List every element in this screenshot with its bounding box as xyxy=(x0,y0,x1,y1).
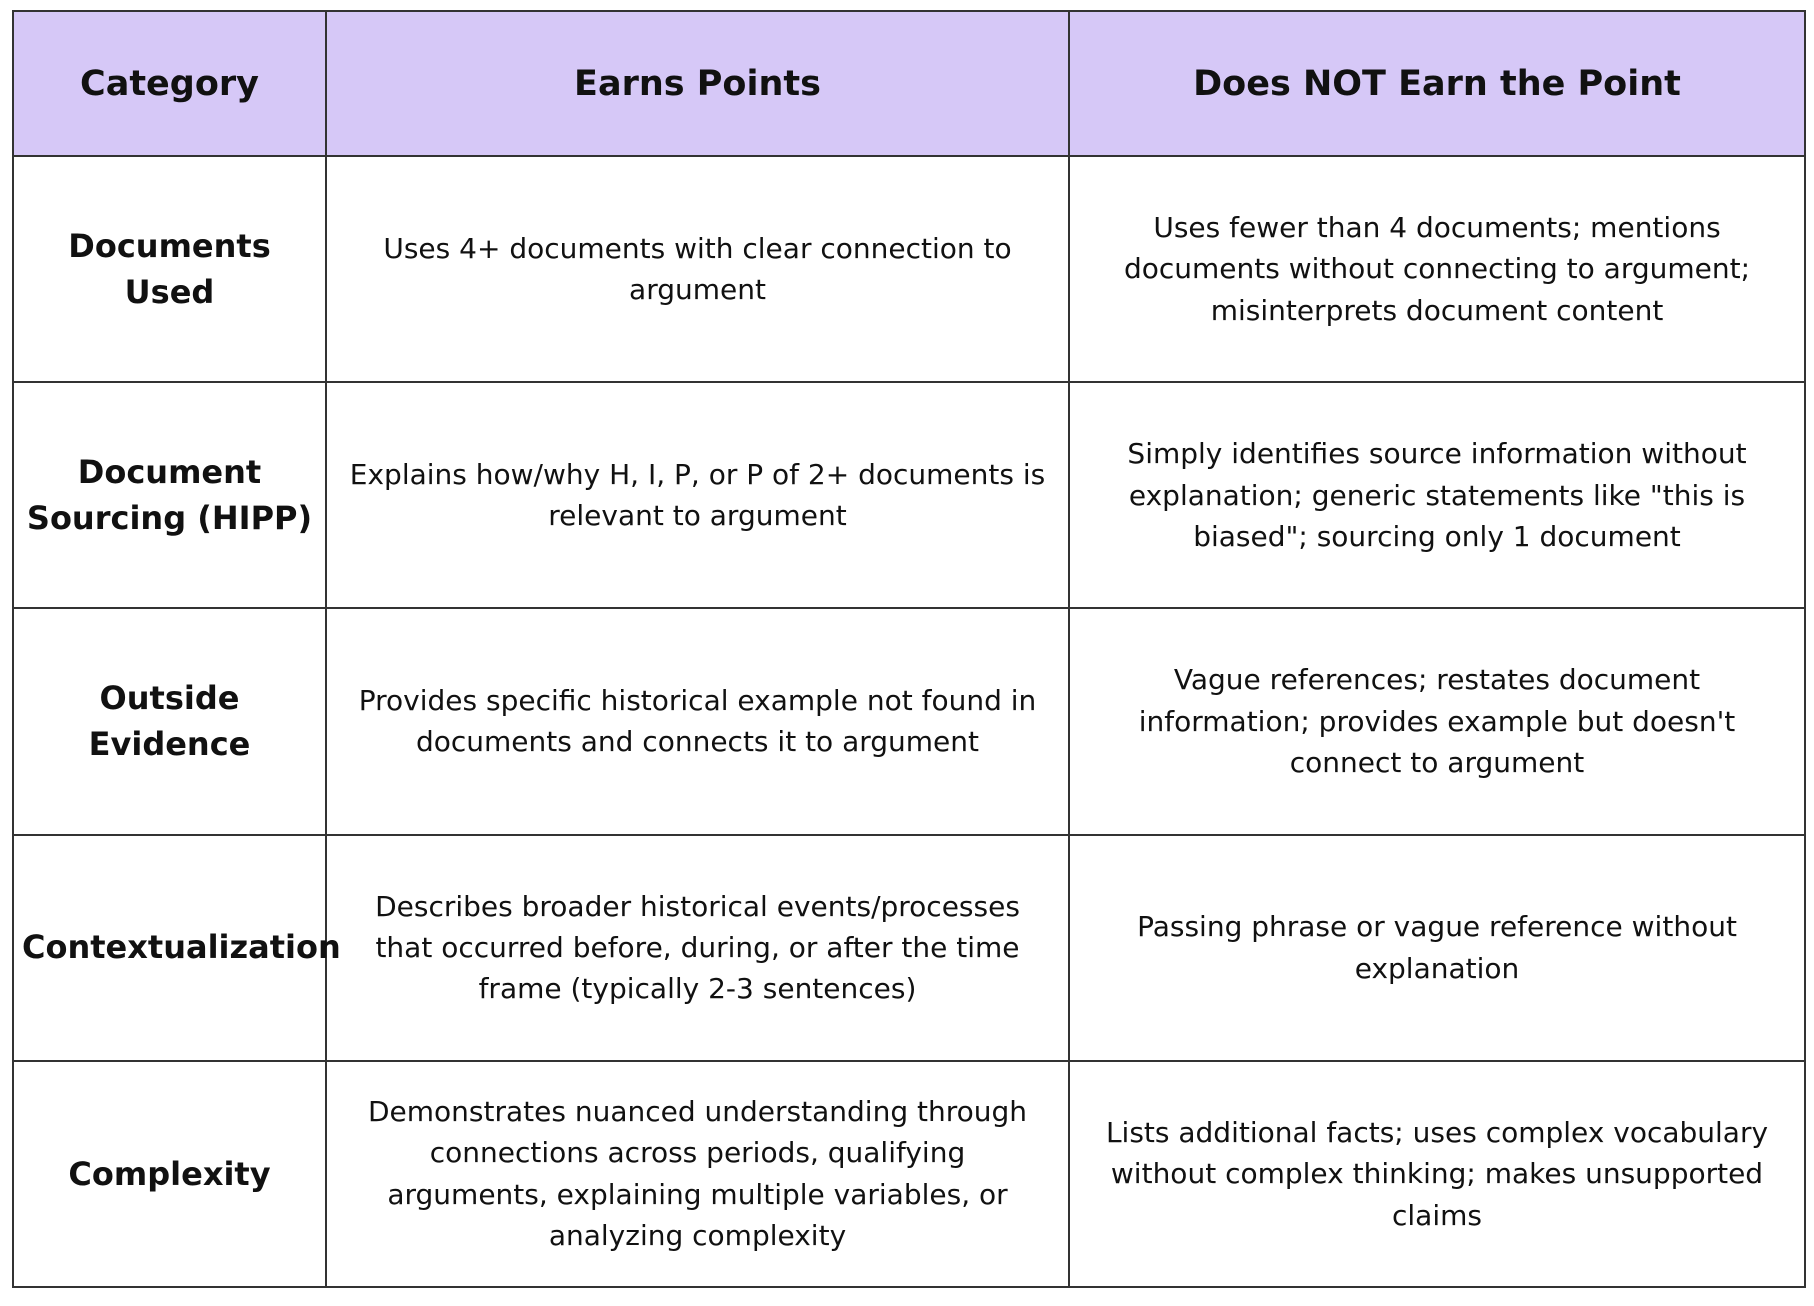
header-row xyxy=(13,11,1805,156)
earns-cell: Demonstrates nuanced understanding through connections across periods, qualifying arguments, explaining multiple variables, or analyzing complexity xyxy=(326,1061,1069,1287)
category-cell: Contextualization xyxy=(13,835,326,1061)
does-not-earn-cell: Lists additional facts; uses complex vocabulary without complex thinking; makes unsupported claims xyxy=(1069,1061,1805,1287)
header-earns-points: Earns Points xyxy=(326,11,1069,156)
category-cell: Document Sourcing (HIPP) xyxy=(13,382,326,608)
does-not-earn-cell: Uses fewer than 4 documents; mentions documents without connecting to argument; misinterprets document content xyxy=(1069,156,1805,382)
does-not-earn-cell: Passing phrase or vague reference without explanation xyxy=(1069,835,1805,1061)
rubric-table xyxy=(12,10,1806,1288)
category-cell: Documents Used xyxy=(13,156,326,382)
header-category: Category xyxy=(13,11,326,156)
earns-cell: Provides specific historical example not found in documents and connects it to argument xyxy=(326,608,1069,834)
category-cell: Complexity xyxy=(13,1061,326,1287)
category-cell: Outside Evidence xyxy=(13,608,326,834)
does-not-earn-cell: Vague references; restates document information; provides example but doesn't connect to argument xyxy=(1069,608,1805,834)
earns-cell: Explains how/why H, I, P, or P of 2+ documents is relevant to argument xyxy=(326,382,1069,608)
header-does-not-earn: Does NOT Earn the Point xyxy=(1069,11,1805,156)
table-row xyxy=(13,156,1805,382)
earns-cell: Describes broader historical events/processes that occurred before, during, or after the time frame (typically 2-3 sentences) xyxy=(326,835,1069,1061)
does-not-earn-cell: Simply identifies source information without explanation; generic statements like "this is biased"; sourcing only 1 document xyxy=(1069,382,1805,608)
earns-cell: Uses 4+ documents with clear connection to argument xyxy=(326,156,1069,382)
table-row xyxy=(13,608,1805,834)
table-row xyxy=(13,1061,1805,1287)
table-row xyxy=(13,835,1805,1061)
table-row xyxy=(13,382,1805,608)
